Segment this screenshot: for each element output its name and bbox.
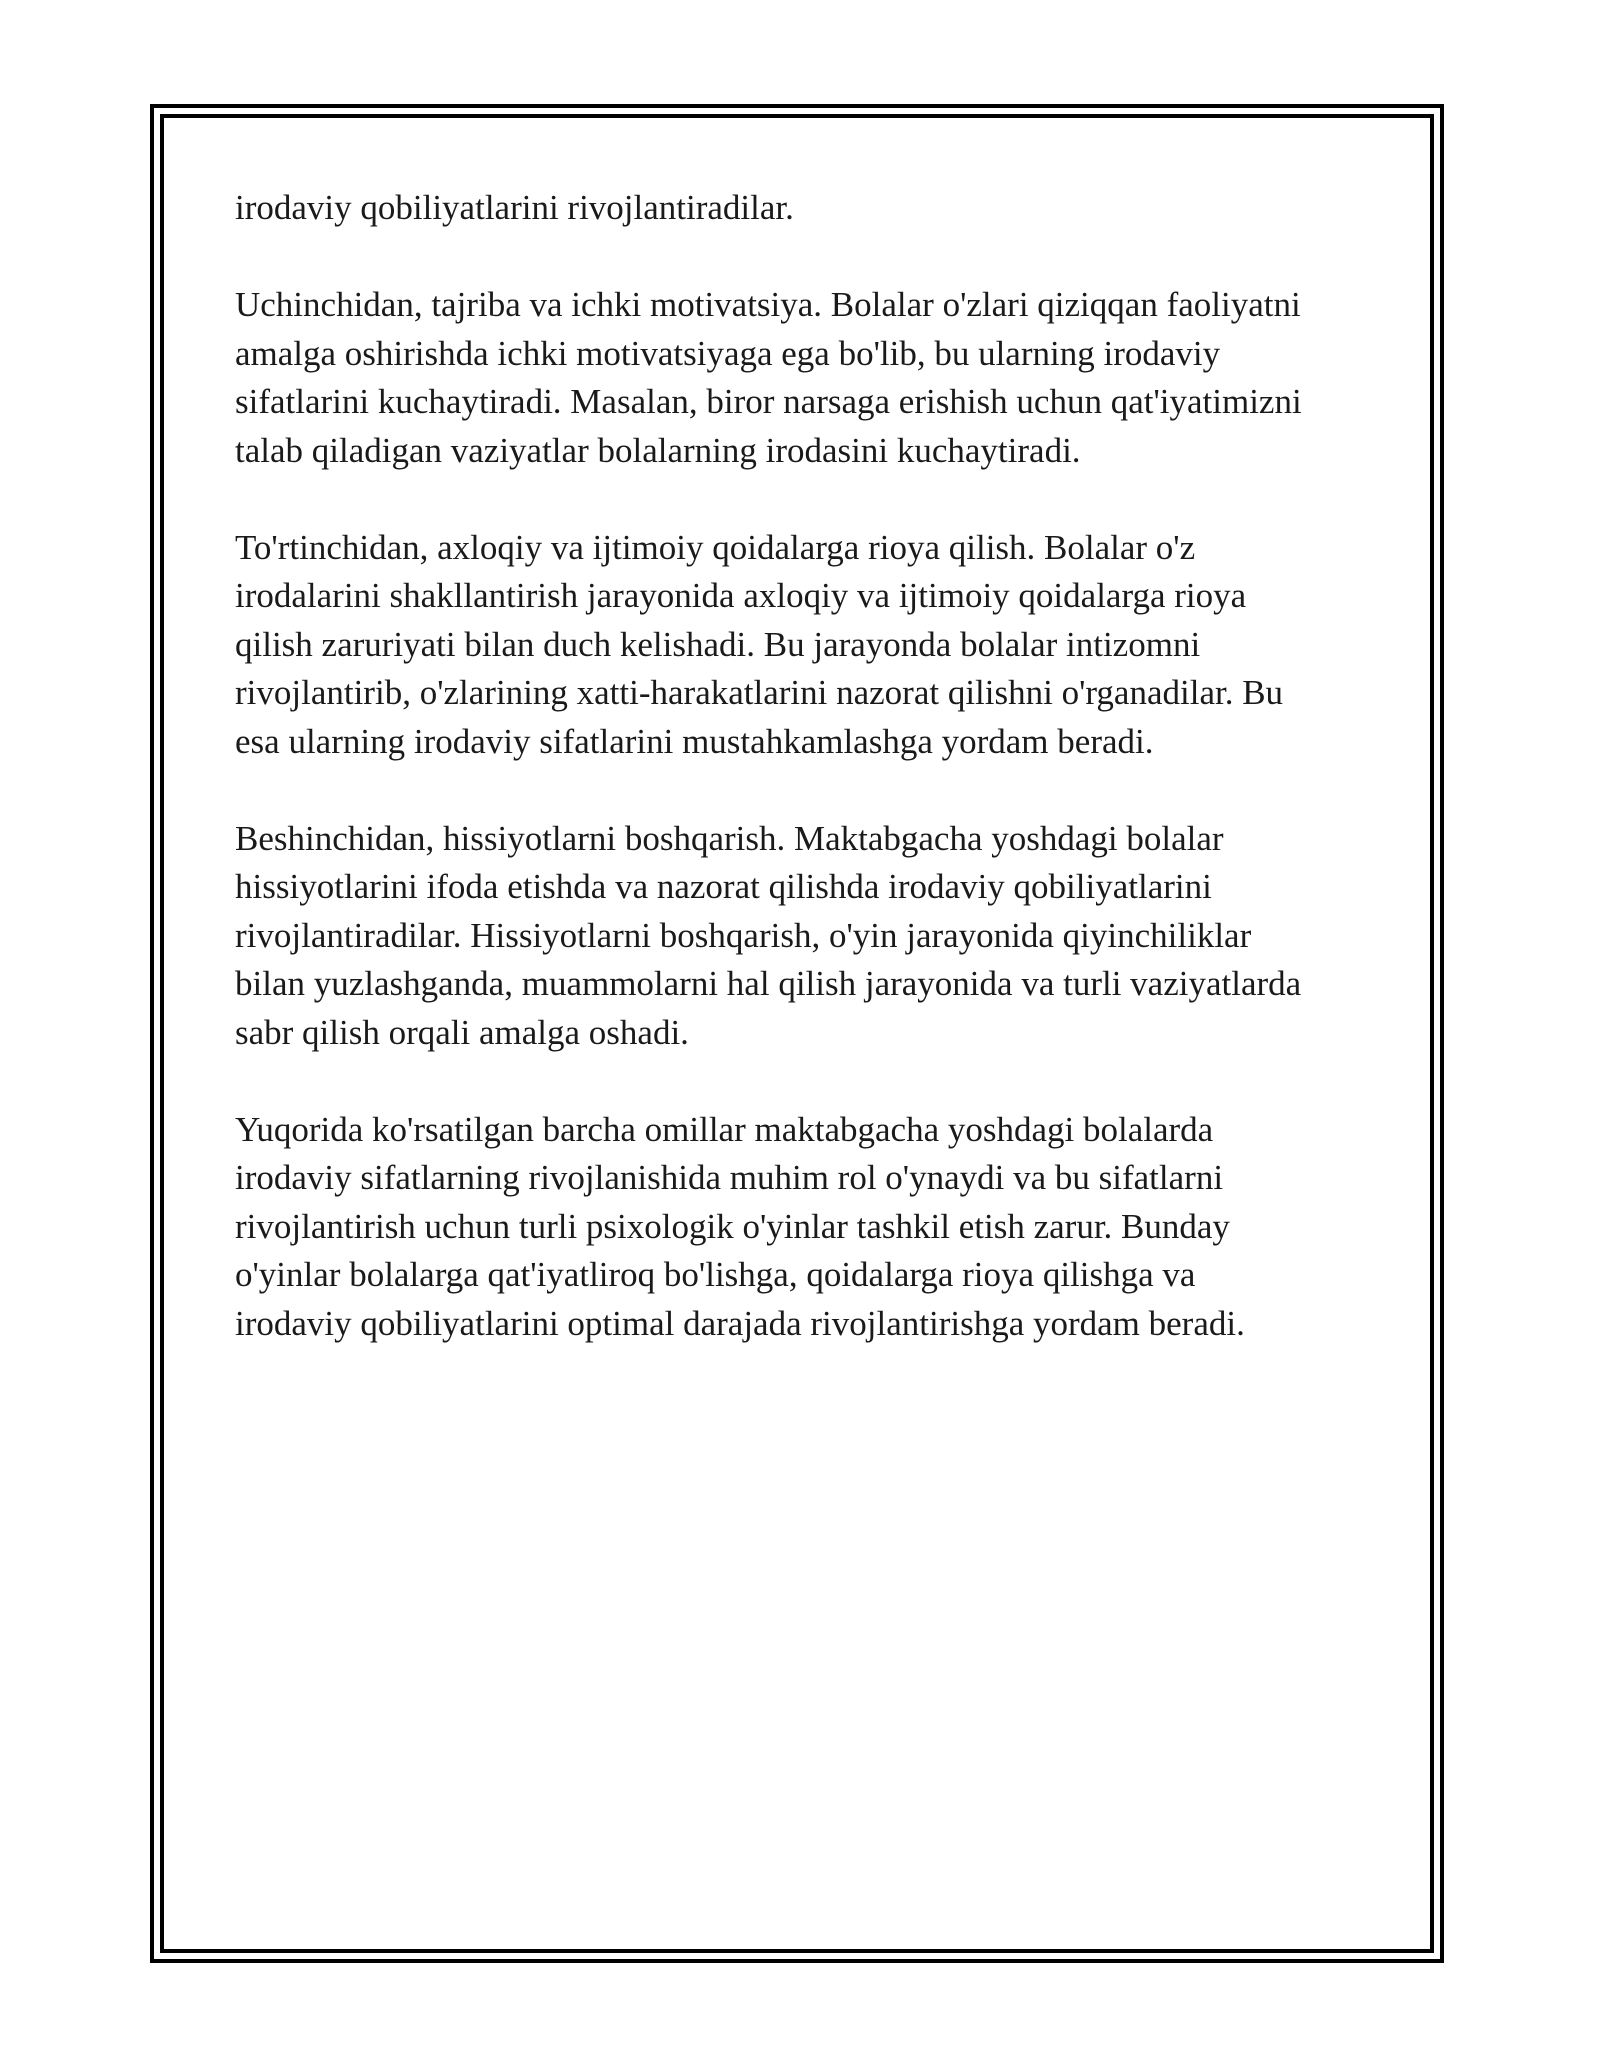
text-line: rivojlantiradilar. Hissiyotlarni boshqarish, o'yin jarayonida qiyinchiliklar [235,915,1252,955]
text-line: amalga oshirishda ichki motivatsiyaga ega bo'lib, bu ularning irodaviy [235,333,1221,373]
text-line: o'yinlar bolalarga qat'iyatliroq bo'lishga, qoidalarga rioya qilishga va [235,1255,1196,1294]
paragraph-3 [235,524,1385,767]
text-line: esa ularning irodaviy sifatlarini mustahkamlashga yordam beradi. [235,721,1154,761]
text-line: bilan yuzlashganda, muammolarni hal qilish jarayonida va turli vaziyatlarda [235,964,1302,1003]
document-body [235,184,1385,1397]
text-line: rivojlantirib, o'zlarining xatti-harakatlarini nazorat qilishni o'rganadilar. Bu [235,673,1284,712]
text-line: qilish zaruriyati bilan duch kelishadi. Bu jarayonda bolalar intizomni [235,624,1201,664]
text-line: sabr qilish orqali amalga oshadi. [235,1012,689,1052]
text-line: Yuqorida ko'rsatilgan barcha omillar maktabgacha yoshdagi bolalarda [235,1109,1214,1149]
text-line: hissiyotlarini ifoda etishda va nazorat qilishda irodaviy qobiliyatlarini [235,867,1212,906]
paragraph-4 [235,815,1385,1058]
text-line: Uchinchidan, tajriba va ichki motivatsiya. Bolalar o'zlari qiziqqan faoliyatni [235,285,1301,324]
paragraph-5 [235,1106,1385,1349]
text-line: sifatlarini kuchaytiradi. Masalan, biror narsaga erishish uchun qat'iyatimizni [235,382,1302,421]
paragraph-1 [235,184,1385,233]
text-line: irodaviy qobiliyatlarini rivojlantiradilar. [235,188,794,227]
text-line: talab qiladigan vaziyatlar bolalarning irodasini kuchaytiradi. [235,430,1081,470]
text-line: rivojlantirish uchun turli psixologik o'yinlar tashkil etish zarur. Bunday [235,1206,1230,1246]
text-line: irodaviy qobiliyatlarini optimal darajada rivojlantirishga yordam beradi. [235,1303,1245,1343]
text-line: Beshinchidan, hissiyotlarni boshqarish. Maktabgacha yoshdagi bolalar [235,818,1224,858]
text-line: irodalarini shakllantirish jarayonida axloqiy va ijtimoiy qoidalarga rioya [235,576,1247,615]
text-line: irodaviy sifatlarning rivojlanishida muhim rol o'ynaydi va bu sifatlarni [235,1158,1224,1197]
text-line: To'rtinchidan, axloqiy va ijtimoiy qoidalarga rioya qilish. Bolalar o'z [235,527,1196,567]
paragraph-2 [235,281,1385,475]
